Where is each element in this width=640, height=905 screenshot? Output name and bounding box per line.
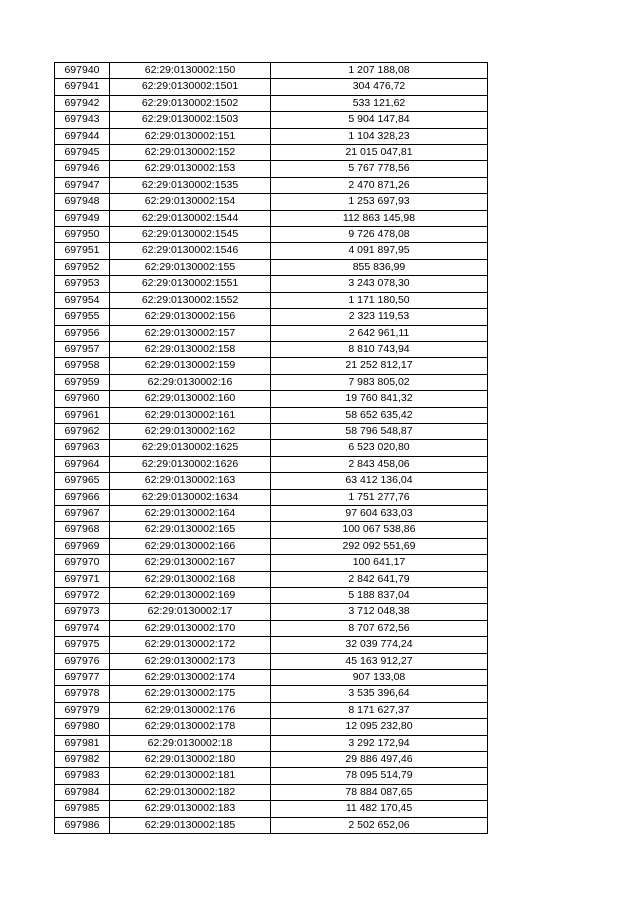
row-number-cell: 697973 xyxy=(55,604,110,620)
row-number-cell: 697952 xyxy=(55,259,110,275)
cadastral-value-cell: 2 470 871,26 xyxy=(271,177,488,193)
cadastral-number-cell: 62:29:0130002:181 xyxy=(110,768,271,784)
cadastral-number-cell: 62:29:0130002:1626 xyxy=(110,456,271,472)
row-number-cell: 697985 xyxy=(55,801,110,817)
cadastral-value-cell: 3 535 396,64 xyxy=(271,686,488,702)
cadastral-number-cell: 62:29:0130002:154 xyxy=(110,194,271,210)
table-row xyxy=(55,358,488,374)
table-row xyxy=(55,374,488,390)
cadastral-number-cell: 62:29:0130002:1634 xyxy=(110,489,271,505)
cadastral-value-cell: 32 039 774,24 xyxy=(271,637,488,653)
row-number-cell: 697953 xyxy=(55,276,110,292)
table-row xyxy=(55,801,488,817)
row-number-cell: 697975 xyxy=(55,637,110,653)
row-number-cell: 697950 xyxy=(55,227,110,243)
cadastral-number-cell: 62:29:0130002:1625 xyxy=(110,440,271,456)
cadastral-number-cell: 62:29:0130002:1502 xyxy=(110,95,271,111)
cadastral-value-cell: 78 884 087,65 xyxy=(271,784,488,800)
row-number-cell: 697941 xyxy=(55,79,110,95)
table-row xyxy=(55,489,488,505)
table-row xyxy=(55,653,488,669)
cadastral-value-cell: 7 983 805,02 xyxy=(271,374,488,390)
row-number-cell: 697982 xyxy=(55,752,110,768)
cadastral-value-cell: 1 171 180,50 xyxy=(271,292,488,308)
cadastral-number-cell: 62:29:0130002:1544 xyxy=(110,210,271,226)
cadastral-value-cell: 19 760 841,32 xyxy=(271,391,488,407)
cadastral-value-cell: 1 104 328,23 xyxy=(271,128,488,144)
table-row xyxy=(55,292,488,308)
cadastral-number-cell: 62:29:0130002:169 xyxy=(110,588,271,604)
table-row xyxy=(55,702,488,718)
table-row xyxy=(55,670,488,686)
row-number-cell: 697945 xyxy=(55,145,110,161)
cadastral-value-cell: 533 121,62 xyxy=(271,95,488,111)
cadastral-value-cell: 1 751 277,76 xyxy=(271,489,488,505)
row-number-cell: 697978 xyxy=(55,686,110,702)
row-number-cell: 697976 xyxy=(55,653,110,669)
cadastral-number-cell: 62:29:0130002:168 xyxy=(110,571,271,587)
table-row xyxy=(55,588,488,604)
table-row xyxy=(55,161,488,177)
cadastral-value-cell: 11 482 170,45 xyxy=(271,801,488,817)
table-body xyxy=(55,63,488,834)
table-row xyxy=(55,423,488,439)
cadastral-value-cell: 100 067 538,86 xyxy=(271,522,488,538)
cadastral-value-cell: 2 642 961,11 xyxy=(271,325,488,341)
cadastral-number-cell: 62:29:0130002:162 xyxy=(110,423,271,439)
table-row xyxy=(55,538,488,554)
row-number-cell: 697959 xyxy=(55,374,110,390)
cadastral-value-cell: 2 502 652,06 xyxy=(271,817,488,833)
cadastral-value-cell: 97 604 633,03 xyxy=(271,505,488,521)
table-row xyxy=(55,325,488,341)
cadastral-value-cell: 304 476,72 xyxy=(271,79,488,95)
cadastral-number-cell: 62:29:0130002:165 xyxy=(110,522,271,538)
row-number-cell: 697968 xyxy=(55,522,110,538)
table-row xyxy=(55,784,488,800)
table-row xyxy=(55,112,488,128)
row-number-cell: 697970 xyxy=(55,555,110,571)
table-row xyxy=(55,555,488,571)
row-number-cell: 697960 xyxy=(55,391,110,407)
cadastral-value-cell: 5 188 837,04 xyxy=(271,588,488,604)
cadastral-value-cell: 8 810 743,94 xyxy=(271,341,488,357)
cadastral-number-cell: 62:29:0130002:1501 xyxy=(110,79,271,95)
row-number-cell: 697954 xyxy=(55,292,110,308)
table-row xyxy=(55,309,488,325)
table-row xyxy=(55,63,488,79)
cadastral-value-cell: 855 836,99 xyxy=(271,259,488,275)
cadastral-number-cell: 62:29:0130002:1551 xyxy=(110,276,271,292)
cadastral-number-cell: 62:29:0130002:153 xyxy=(110,161,271,177)
cadastral-value-cell: 58 796 548,87 xyxy=(271,423,488,439)
row-number-cell: 697965 xyxy=(55,473,110,489)
row-number-cell: 697972 xyxy=(55,588,110,604)
cadastral-value-cell: 8 171 627,37 xyxy=(271,702,488,718)
cadastral-value-cell: 6 523 020,80 xyxy=(271,440,488,456)
row-number-cell: 697967 xyxy=(55,505,110,521)
cadastral-number-cell: 62:29:0130002:163 xyxy=(110,473,271,489)
row-number-cell: 697969 xyxy=(55,538,110,554)
cadastral-number-cell: 62:29:0130002:183 xyxy=(110,801,271,817)
table-row xyxy=(55,719,488,735)
row-number-cell: 697962 xyxy=(55,423,110,439)
table-row xyxy=(55,505,488,521)
row-number-cell: 697961 xyxy=(55,407,110,423)
table-row xyxy=(55,686,488,702)
table-row xyxy=(55,210,488,226)
table-row xyxy=(55,440,488,456)
cadastral-value-table xyxy=(54,62,488,834)
row-number-cell: 697964 xyxy=(55,456,110,472)
cadastral-value-cell: 100 641,17 xyxy=(271,555,488,571)
cadastral-value-cell: 292 092 551,69 xyxy=(271,538,488,554)
table-row xyxy=(55,145,488,161)
table-row xyxy=(55,243,488,259)
table-row xyxy=(55,522,488,538)
cadastral-value-cell: 2 842 641,79 xyxy=(271,571,488,587)
table-row xyxy=(55,259,488,275)
table-row xyxy=(55,768,488,784)
cadastral-value-cell: 45 163 912,27 xyxy=(271,653,488,669)
row-number-cell: 697956 xyxy=(55,325,110,341)
row-number-cell: 697984 xyxy=(55,784,110,800)
cadastral-value-cell: 21 252 812,17 xyxy=(271,358,488,374)
cadastral-number-cell: 62:29:0130002:170 xyxy=(110,620,271,636)
cadastral-number-cell: 62:29:0130002:159 xyxy=(110,358,271,374)
cadastral-value-cell: 63 412 136,04 xyxy=(271,473,488,489)
row-number-cell: 697977 xyxy=(55,670,110,686)
cadastral-number-cell: 62:29:0130002:173 xyxy=(110,653,271,669)
cadastral-number-cell: 62:29:0130002:185 xyxy=(110,817,271,833)
row-number-cell: 697958 xyxy=(55,358,110,374)
cadastral-value-cell: 2 843 458,06 xyxy=(271,456,488,472)
table-row xyxy=(55,79,488,95)
cadastral-number-cell: 62:29:0130002:167 xyxy=(110,555,271,571)
row-number-cell: 697943 xyxy=(55,112,110,128)
cadastral-value-cell: 8 707 672,56 xyxy=(271,620,488,636)
table-row xyxy=(55,341,488,357)
cadastral-number-cell: 62:29:0130002:17 xyxy=(110,604,271,620)
cadastral-number-cell: 62:29:0130002:164 xyxy=(110,505,271,521)
cadastral-number-cell: 62:29:0130002:157 xyxy=(110,325,271,341)
cadastral-value-cell: 4 091 897,95 xyxy=(271,243,488,259)
row-number-cell: 697946 xyxy=(55,161,110,177)
row-number-cell: 697951 xyxy=(55,243,110,259)
table-row xyxy=(55,571,488,587)
row-number-cell: 697983 xyxy=(55,768,110,784)
row-number-cell: 697981 xyxy=(55,735,110,751)
table-row xyxy=(55,604,488,620)
row-number-cell: 697986 xyxy=(55,817,110,833)
table-row xyxy=(55,276,488,292)
table-row xyxy=(55,620,488,636)
cadastral-value-cell: 29 886 497,46 xyxy=(271,752,488,768)
cadastral-value-cell: 58 652 635,42 xyxy=(271,407,488,423)
cadastral-value-cell: 12 095 232,80 xyxy=(271,719,488,735)
cadastral-value-cell: 3 712 048,38 xyxy=(271,604,488,620)
cadastral-number-cell: 62:29:0130002:155 xyxy=(110,259,271,275)
cadastral-number-cell: 62:29:0130002:1503 xyxy=(110,112,271,128)
cadastral-number-cell: 62:29:0130002:150 xyxy=(110,63,271,79)
table-row xyxy=(55,227,488,243)
cadastral-value-cell: 5 767 778,56 xyxy=(271,161,488,177)
cadastral-number-cell: 62:29:0130002:1535 xyxy=(110,177,271,193)
table-row xyxy=(55,128,488,144)
cadastral-value-cell: 21 015 047,81 xyxy=(271,145,488,161)
cadastral-number-cell: 62:29:0130002:151 xyxy=(110,128,271,144)
cadastral-number-cell: 62:29:0130002:1546 xyxy=(110,243,271,259)
cadastral-number-cell: 62:29:0130002:160 xyxy=(110,391,271,407)
row-number-cell: 697980 xyxy=(55,719,110,735)
cadastral-number-cell: 62:29:0130002:182 xyxy=(110,784,271,800)
cadastral-number-cell: 62:29:0130002:1552 xyxy=(110,292,271,308)
cadastral-number-cell: 62:29:0130002:180 xyxy=(110,752,271,768)
row-number-cell: 697949 xyxy=(55,210,110,226)
row-number-cell: 697957 xyxy=(55,341,110,357)
cadastral-number-cell: 62:29:0130002:161 xyxy=(110,407,271,423)
cadastral-value-cell: 78 095 514,79 xyxy=(271,768,488,784)
row-number-cell: 697940 xyxy=(55,63,110,79)
table-row xyxy=(55,194,488,210)
cadastral-value-cell: 112 863 145,98 xyxy=(271,210,488,226)
table-row xyxy=(55,391,488,407)
cadastral-number-cell: 62:29:0130002:1545 xyxy=(110,227,271,243)
table-row xyxy=(55,407,488,423)
cadastral-number-cell: 62:29:0130002:178 xyxy=(110,719,271,735)
cadastral-number-cell: 62:29:0130002:166 xyxy=(110,538,271,554)
table-row xyxy=(55,817,488,833)
row-number-cell: 697942 xyxy=(55,95,110,111)
table-row xyxy=(55,473,488,489)
row-number-cell: 697966 xyxy=(55,489,110,505)
cadastral-number-cell: 62:29:0130002:18 xyxy=(110,735,271,751)
cadastral-number-cell: 62:29:0130002:175 xyxy=(110,686,271,702)
cadastral-value-cell: 5 904 147,84 xyxy=(271,112,488,128)
cadastral-value-cell: 3 243 078,30 xyxy=(271,276,488,292)
table-row xyxy=(55,735,488,751)
row-number-cell: 697948 xyxy=(55,194,110,210)
row-number-cell: 697974 xyxy=(55,620,110,636)
cadastral-number-cell: 62:29:0130002:174 xyxy=(110,670,271,686)
row-number-cell: 697971 xyxy=(55,571,110,587)
cadastral-number-cell: 62:29:0130002:158 xyxy=(110,341,271,357)
cadastral-number-cell: 62:29:0130002:176 xyxy=(110,702,271,718)
row-number-cell: 697944 xyxy=(55,128,110,144)
cadastral-value-cell: 2 323 119,53 xyxy=(271,309,488,325)
table-row xyxy=(55,95,488,111)
cadastral-value-cell: 1 207 188,08 xyxy=(271,63,488,79)
cadastral-number-cell: 62:29:0130002:156 xyxy=(110,309,271,325)
row-number-cell: 697963 xyxy=(55,440,110,456)
cadastral-number-cell: 62:29:0130002:16 xyxy=(110,374,271,390)
table-row xyxy=(55,456,488,472)
cadastral-value-cell: 3 292 172,94 xyxy=(271,735,488,751)
cadastral-value-cell: 9 726 478,08 xyxy=(271,227,488,243)
cadastral-value-cell: 1 253 697,93 xyxy=(271,194,488,210)
row-number-cell: 697979 xyxy=(55,702,110,718)
cadastral-number-cell: 62:29:0130002:152 xyxy=(110,145,271,161)
table-row xyxy=(55,177,488,193)
row-number-cell: 697947 xyxy=(55,177,110,193)
table-row xyxy=(55,752,488,768)
table-row xyxy=(55,637,488,653)
cadastral-number-cell: 62:29:0130002:172 xyxy=(110,637,271,653)
row-number-cell: 697955 xyxy=(55,309,110,325)
cadastral-value-cell: 907 133,08 xyxy=(271,670,488,686)
